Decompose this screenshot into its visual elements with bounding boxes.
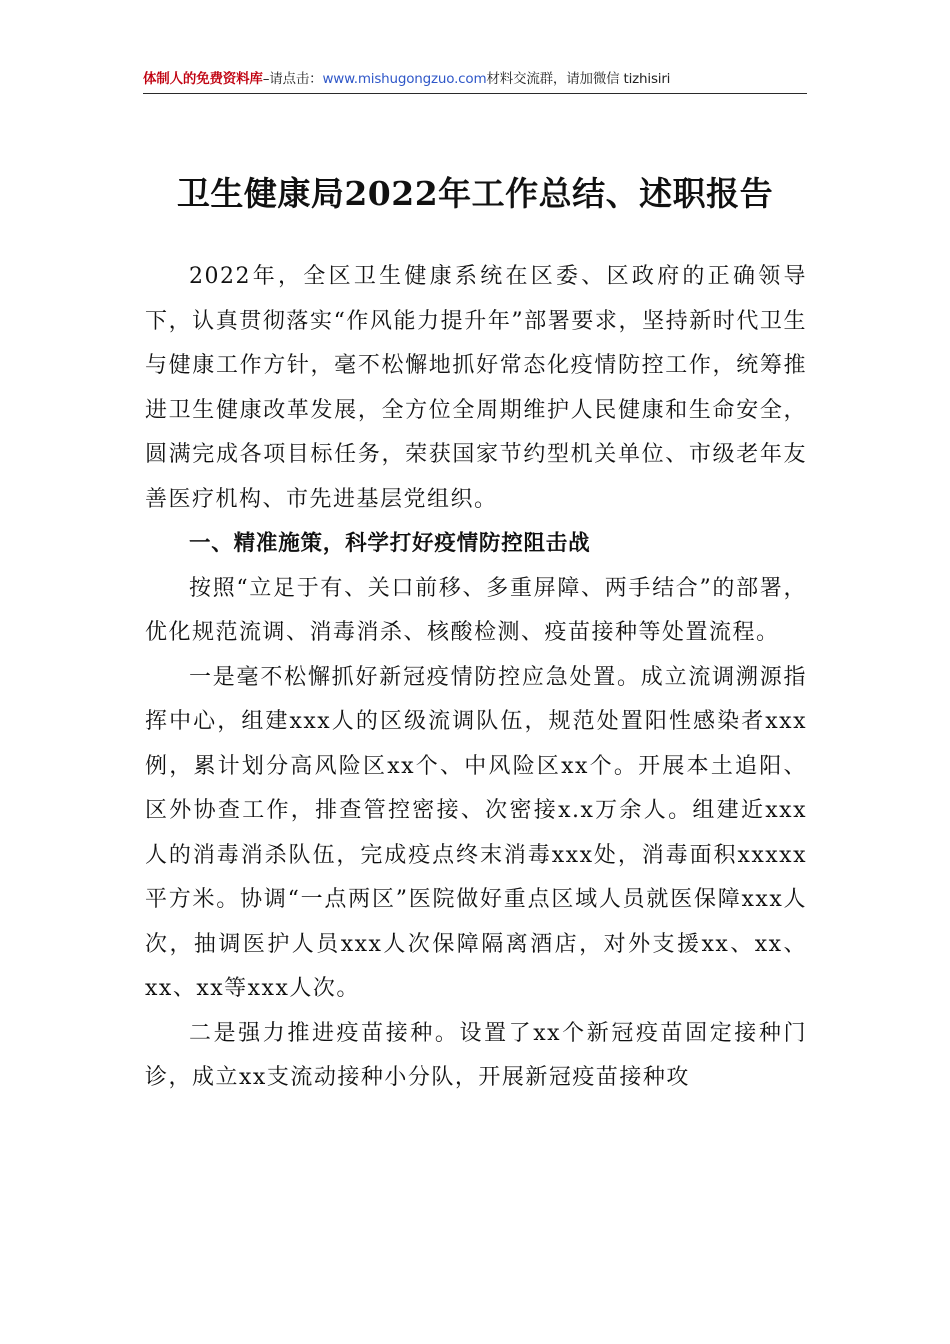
document-title: 卫生健康局2022年工作总结、述职报告 — [176, 174, 774, 213]
header-prompt: –请点击： — [262, 71, 323, 87]
body-paragraph: 按照“立足于有、关口前移、多重屏障、两手结合”的部署，优化规范流调、消毒消杀、核酸检测、疫苗接种等处置流程。 — [145, 575, 807, 645]
body-paragraph: 二是强力推进疫苗接种。设置了xx个新冠疫苗固定接种门诊，成立xx支流动接种小分队，开展新冠疫苗接种攻 — [145, 1020, 807, 1090]
body-paragraph: 一是毫不松懈抓好新冠疫情防控应急处置。成立流调溯源指挥中心，组建xxx人的区级流调队伍，规范处置阳性感染者xxx例，累计划分高风险区xx个、中风险区xx个。开展本土追阳、区外协查工作，排查管控密接、次密接x.x万余人。组建近xxx人的消毒消杀队伍，完成疫点终末消毒xxx处，消毒面积xxxxx平方米。协调“一点两区”医院做好重点区域人员就医保障xxx人次，抽调医护人员xxx人次保障隔离酒店，对外支援xx、xx、xx、xx等xxx人次。 — [145, 664, 807, 1001]
section-heading: 一、精准施策，科学打好疫情防控阻击战 — [189, 531, 591, 556]
header-url-link[interactable]: www.mishugongzuo.com — [322, 71, 487, 87]
document-body — [145, 255, 807, 1101]
intro-paragraph: 2022年，全区卫生健康系统在区委、区政府的正确领导下，认真贯彻落实“作风能力提升年”部署要求，坚持新时代卫生与健康工作方针，毫不松懈地抓好常态化疫情防控工作，统筹推进卫生健康改革发展，全方位全周期维护人民健康和生命安全，圆满完成各项目标任务，荣获国家节约型机关单位、市级老年友善医疗机构、市先进基层党组织。 — [145, 264, 807, 512]
page-header — [143, 66, 807, 92]
header-brand: 体制人的免费资料库 — [143, 71, 263, 87]
header-contact-note: 材料交流群，请加微信 tizhisiri — [486, 71, 671, 87]
header-divider — [143, 93, 807, 94]
